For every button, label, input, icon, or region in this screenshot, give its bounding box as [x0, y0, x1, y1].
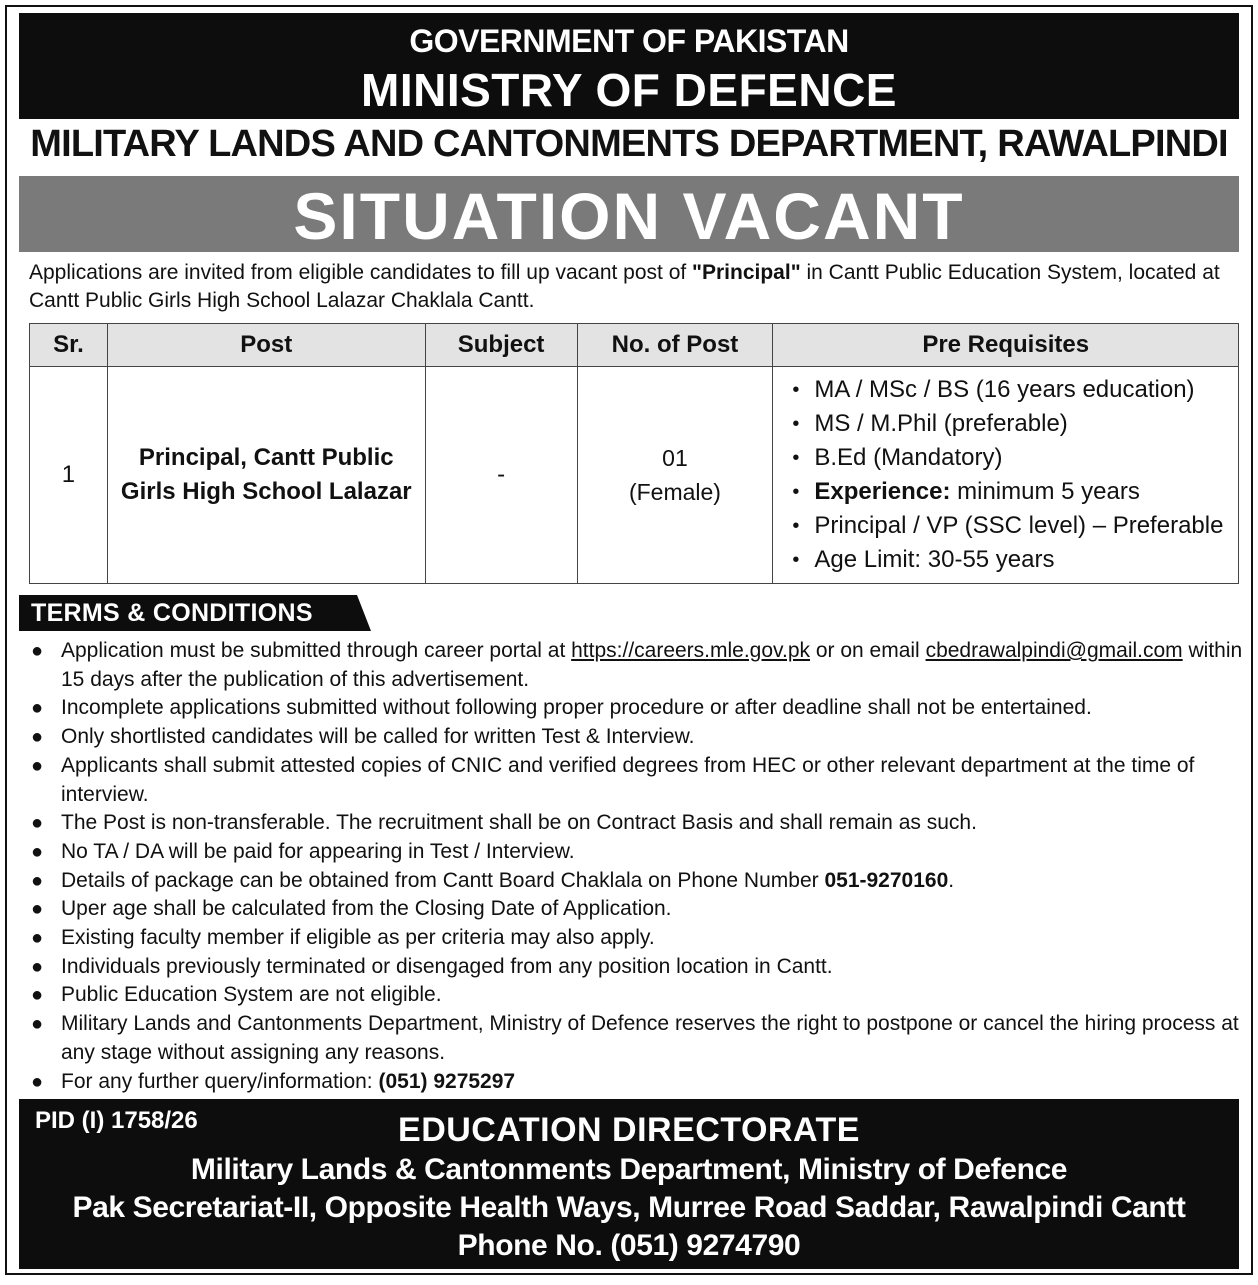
post-count: 01: [662, 445, 688, 471]
bullet-icon: ●: [31, 840, 44, 863]
bullet-icon: ●: [31, 812, 44, 835]
terms-list: [29, 637, 1245, 1096]
table-header-row: [30, 324, 1239, 367]
situation-vacant-banner: [19, 176, 1239, 252]
footer-phone: Phone No. (051) 9274790: [457, 1229, 801, 1262]
cell-no-of-post: [577, 367, 773, 584]
terms-heading: TERMS & CONDITIONS: [31, 599, 313, 627]
bullet-icon: ●: [31, 955, 44, 978]
bullet-icon: ●: [31, 898, 44, 921]
bullet-icon: ●: [31, 726, 44, 749]
list-item: ● The Post is non-transferable. The recruitment shall be on Contract Basis and shall remain as such.: [29, 809, 1245, 838]
header-sr: Sr.: [30, 324, 108, 367]
bullet-icon: ●: [31, 984, 44, 1007]
cell-sr: 1: [30, 367, 108, 584]
footer-address: Pak Secretariat-II, Opposite Health Ways, Murree Road Saddar, Rawalpindi Cantt: [72, 1191, 1186, 1224]
bullet-icon: ●: [31, 927, 44, 950]
ministry-title: MINISTRY OF DEFENCE: [361, 64, 897, 116]
pid-number: PID (I) 1758/26: [35, 1107, 198, 1134]
bullet-icon: ●: [31, 640, 44, 662]
list-item: ● Incomplete applications submitted without following proper procedure or after deadline shall not be entertained.: [29, 694, 1245, 723]
vacancy-table: [29, 323, 1239, 584]
list-item: ● Details of package can be obtained from Cantt Board Chaklala on Phone Number 051-9270160.: [29, 867, 1245, 896]
query-phone: (051) 9275297: [378, 1069, 516, 1093]
list-item: ● Only shortlisted candidates will be called for written Test & Interview.: [29, 723, 1245, 752]
post-line-2: Girls High School Lalazar: [120, 478, 412, 505]
list-item: ● Uper age shall be calculated from the Closing Date of Application.: [29, 895, 1245, 924]
list-item: • MA / MSc / BS (16 years education): [788, 373, 1237, 407]
header-subject: Subject: [425, 324, 577, 367]
post-line-1: Principal, Cantt Public: [138, 444, 394, 471]
footer-department: Military Lands & Cantonments Department, Ministry of Defence: [190, 1153, 1068, 1186]
header-no-of-post: No. of Post: [577, 324, 773, 367]
list-item: • Age Limit: 30-55 years: [788, 543, 1237, 577]
bullet-icon: ●: [31, 754, 44, 777]
list-item: ● Applicants shall submit attested copies of CNIC and verified degrees from HEC or other relevant department at the time of interview.: [31, 753, 1195, 806]
table-row: [30, 367, 1239, 584]
footer-title: EDUCATION DIRECTORATE: [398, 1111, 860, 1149]
package-phone: 051-9270160: [824, 868, 949, 892]
list-item: • B.Ed (Mandatory): [788, 441, 1237, 475]
list-item: ● Public Education System are not eligible.: [29, 981, 1245, 1010]
list-item: ● Application must be submitted through career portal at https://careers.mle.gov.pk or on email cbedrawalpindi@gmail.com within 15 days after the publication of this advertisement.: [31, 639, 1243, 691]
header-post: Post: [107, 324, 425, 367]
situation-vacant-title: SITUATION VACANT: [293, 179, 965, 253]
list-item: ● Existing faculty member if eligible as per criteria may also apply.: [29, 924, 1245, 953]
intro-text-2: in Cantt Public Education System, located at Cantt Public Girls High School Lalazar Chaklala Cantt.: [29, 261, 1220, 312]
terms-heading-badge: [19, 595, 371, 631]
advertisement-page: [5, 5, 1253, 1275]
requisites-list: [774, 373, 1237, 577]
list-item: ● Individuals previously terminated or disengaged from any position location in Cantt.: [29, 953, 1245, 982]
intro-text-1: Applications are invited from eligible candidates to fill up vacant post of: [29, 261, 693, 284]
bullet-icon: ●: [31, 1013, 44, 1036]
list-item: • Principal / VP (SSC level) – Preferable: [788, 509, 1237, 543]
footer-banner: [19, 1099, 1239, 1269]
post-gender: (Female): [628, 479, 721, 505]
header-pre-requisites: Pre Requisites: [773, 324, 1239, 367]
bullet-icon: ●: [31, 697, 44, 720]
bullet-icon: ●: [31, 869, 44, 892]
list-item: • MS / M.Phil (preferable): [788, 407, 1237, 441]
list-item: ● No TA / DA will be paid for appearing in Test / Interview.: [29, 838, 1245, 867]
intro-post-name: "Principal": [692, 261, 801, 284]
intro-paragraph: [29, 259, 1239, 315]
list-item: ● For any further query/information: (051) 9275297: [29, 1068, 1245, 1097]
cell-post: [107, 367, 425, 584]
career-portal-link[interactable]: https://careers.mle.gov.pk: [571, 639, 810, 662]
bullet-icon: ●: [31, 1070, 44, 1093]
list-item: ● Military Lands and Cantonments Department, Ministry of Defence reserves the right to postpone or cancel the hiring process at any stage without assigning any reasons.: [31, 1012, 1239, 1064]
list-item: • Experience: minimum 5 years: [788, 475, 1237, 509]
department-title: MILITARY LANDS AND CANTONMENTS DEPARTMENT, RAWALPINDI: [30, 123, 1228, 165]
cell-pre-requisites: [773, 367, 1239, 584]
header-banner: [19, 13, 1239, 119]
email-link[interactable]: cbedrawalpindi@gmail.com: [925, 639, 1183, 662]
cell-subject: -: [425, 367, 577, 584]
government-title: GOVERNMENT OF PAKISTAN: [409, 23, 849, 59]
